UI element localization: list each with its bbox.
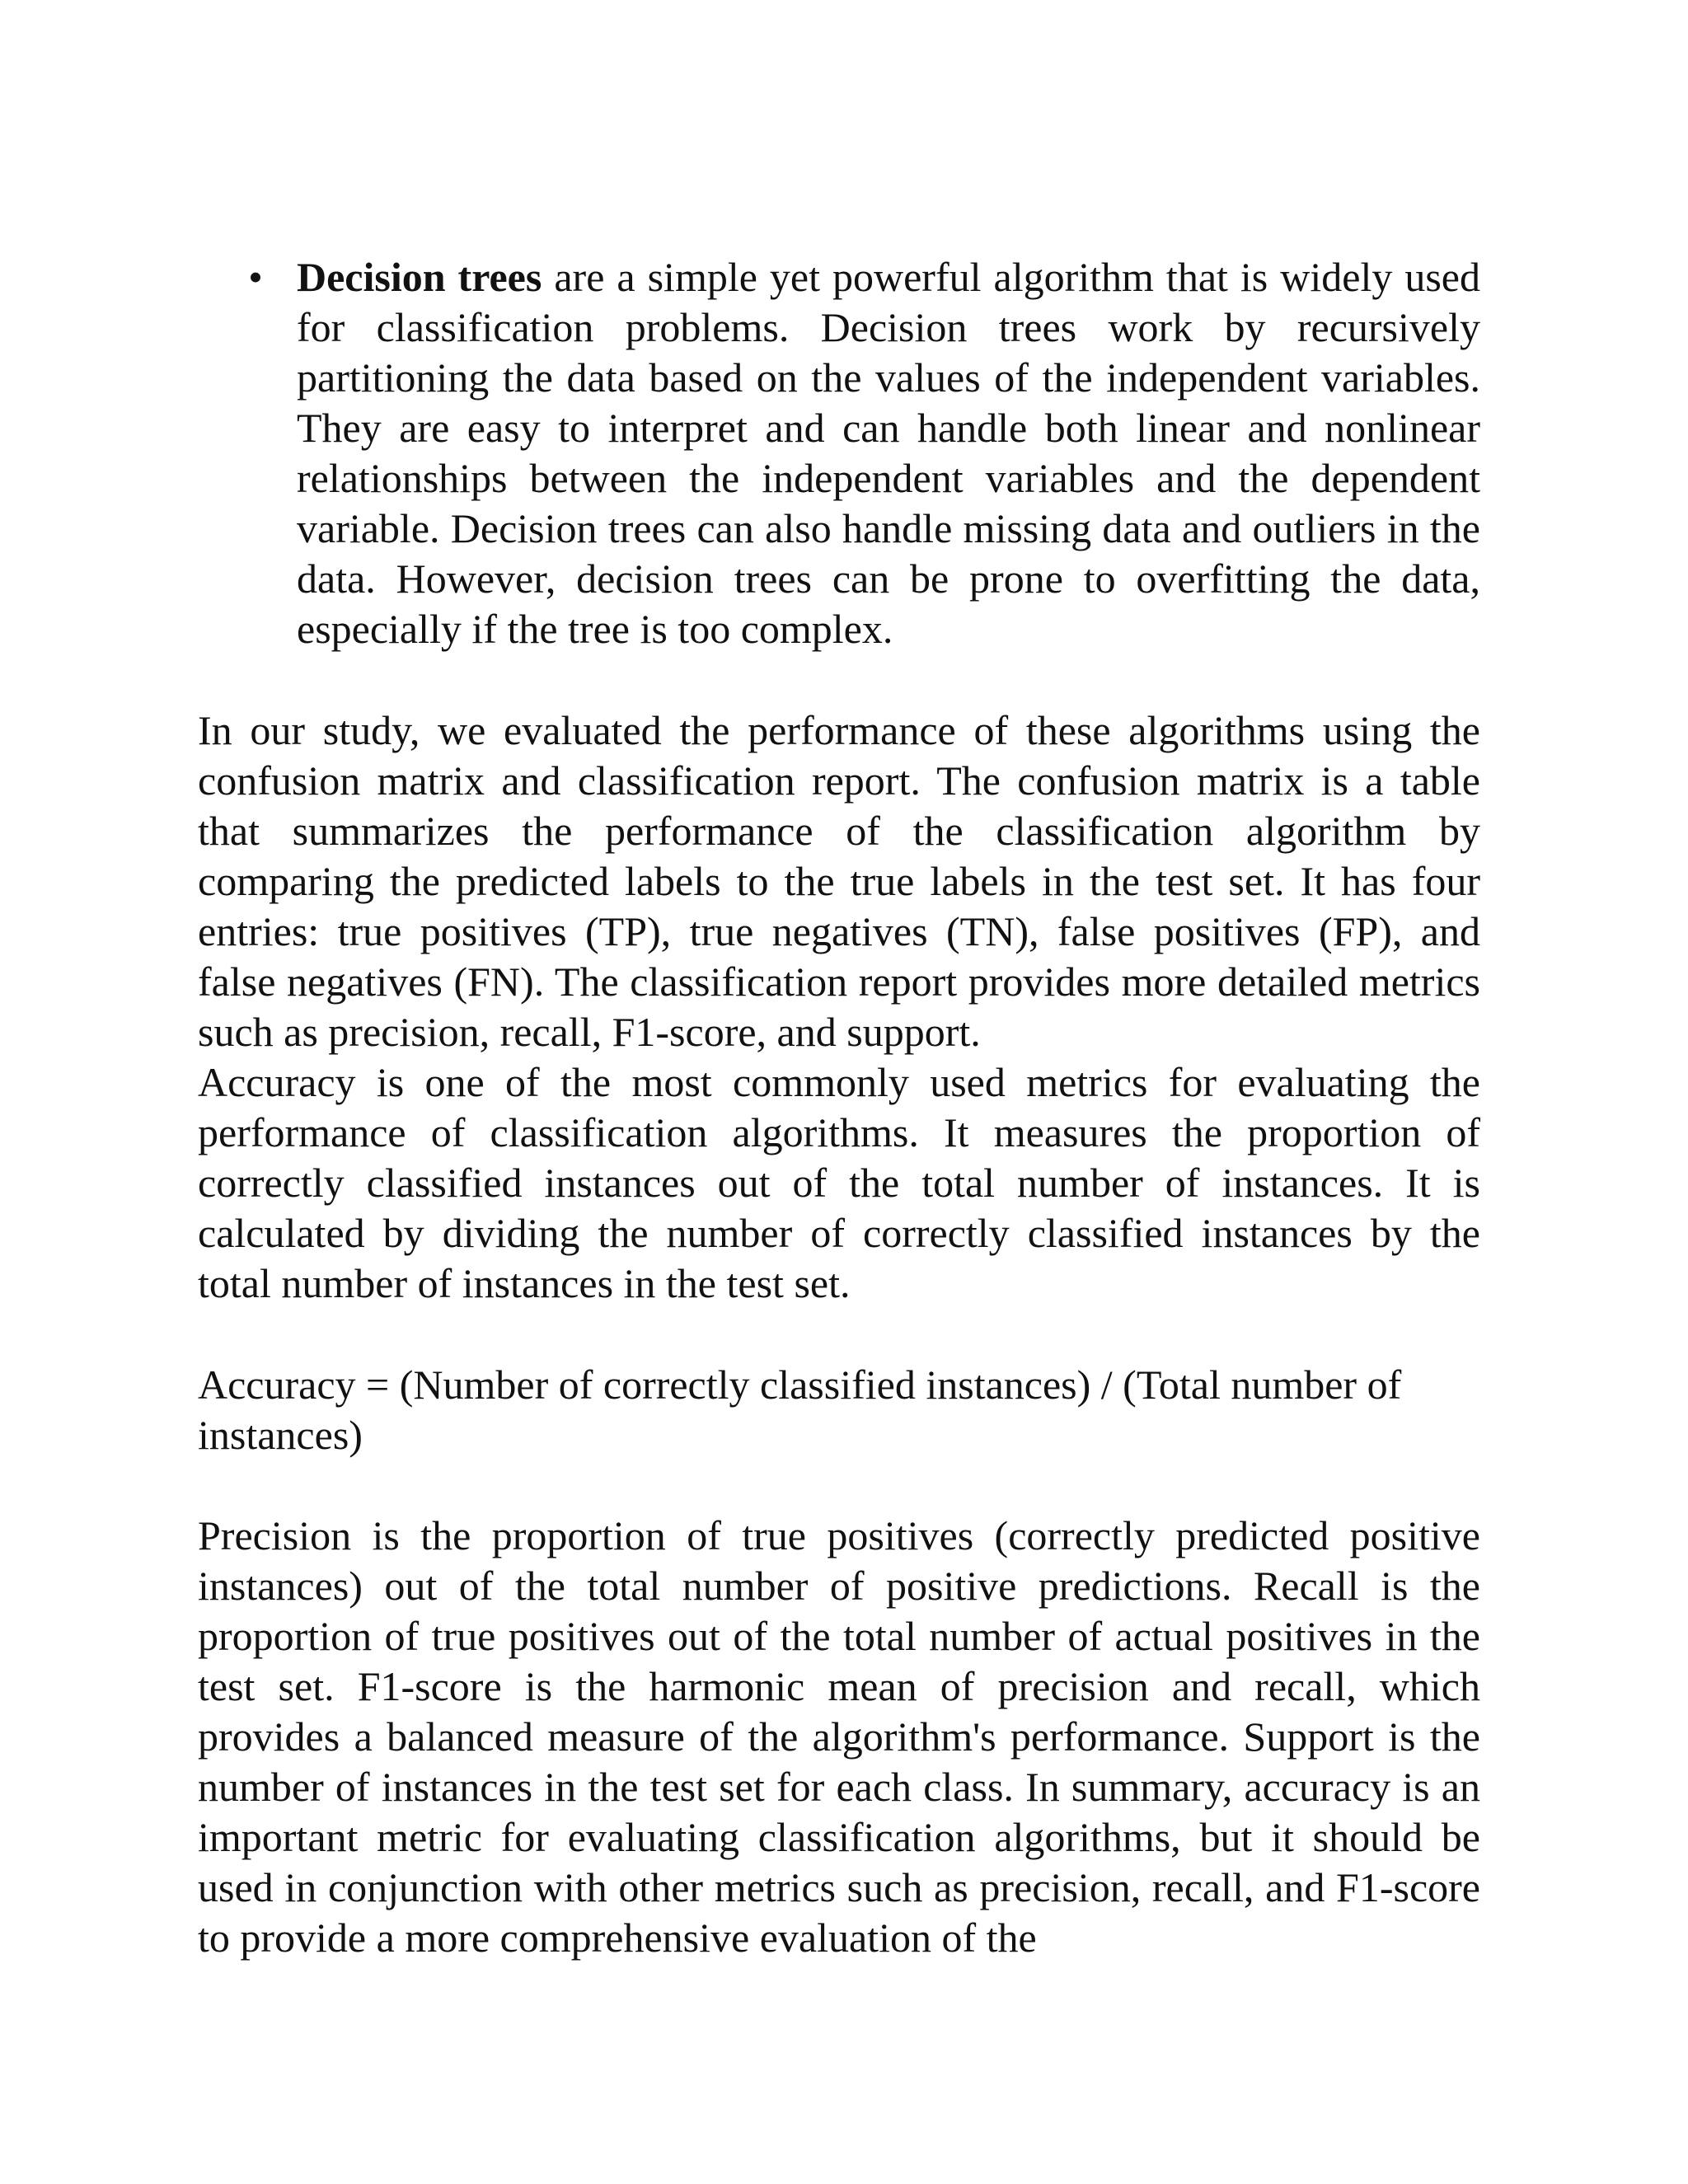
bullet-text: are a simple yet powerful algorithm that is widely used for classification problems. Decision trees work by recursively partitioning the data based on the values of the independent variables. They are easy to interpret and can handle both linear and nonlinear relationships between the independent variables and the dependent variable. Decision trees can also handle missing data and outliers in the data. However, decision trees can be prone to overfitting the data, especially if the tree is too complex. <box>297 254 1480 652</box>
bullet-icon: • <box>248 254 263 300</box>
paragraph-study: In our study, we evaluated the performance of these algorithms using the confusion matrix and classification report. The confusion matrix is a table that summarizes the performance of the classification algorithm by comparing the predicted labels to the true labels in the test set. It has four entries: true positives (TP), true negatives (TN), false positives (FP), and false negatives (FN). The classification report provides more detailed metrics such as precision, recall, F1-score, and support. <box>198 707 1480 1055</box>
bullet-term: Decision trees <box>297 254 542 300</box>
paragraph-precision: Precision is the proportion of true positives (correctly predicted positive instances) out of the total number of positive predictions. Recall is the proportion of true positives out of the total number of actual positives in the test set. F1-score is the harmonic mean of precision and recall, which provides a balanced measure of the algorithm's performance. Support is the number of instances in the test set for each class. In summary, accuracy is an important metric for evaluating classification algorithms, but it should be used in conjunction with other metrics such as precision, recall, and F1-score to provide a more comprehensive evaluation of the <box>198 1512 1480 1961</box>
decision-trees-bullet <box>297 252 1480 654</box>
accuracy-formula: Accuracy = (Number of correctly classified instances) / (Total number of instances) <box>198 1361 1402 1458</box>
paragraph-accuracy: Accuracy is one of the most commonly used metrics for evaluating the performance of classification algorithms. It measures the proportion of correctly classified instances out of the total number of instances. It is calculated by dividing the number of correctly classified instances by the total number of instances in the test set. <box>198 1059 1480 1306</box>
